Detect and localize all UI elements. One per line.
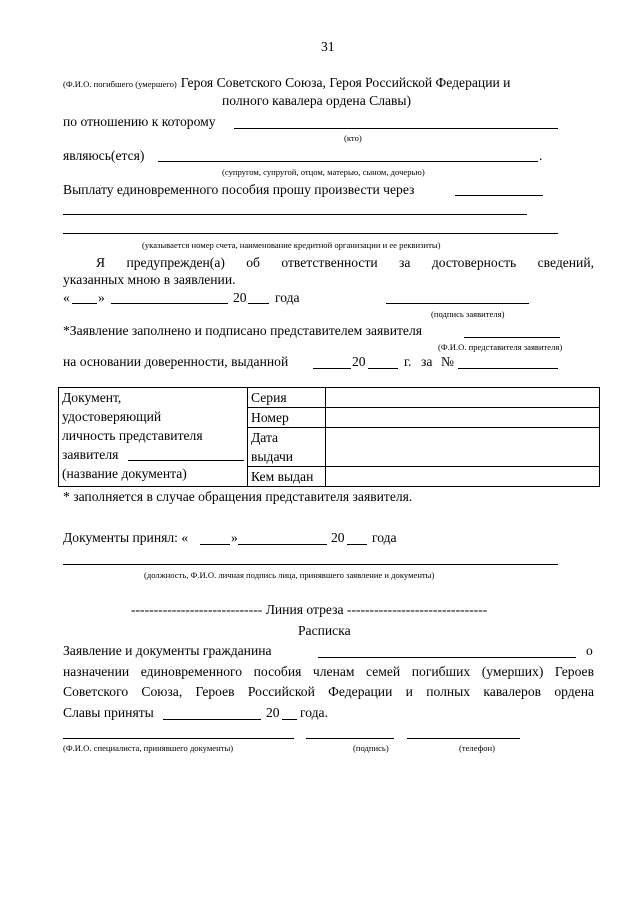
proxy-year-suffix: г. [404, 354, 412, 369]
warning-line-1: Я предупрежден(а) об ответственности за достоверность сведений, [96, 255, 594, 270]
document-table [58, 387, 600, 487]
accepted-year-prefix: 20 [331, 530, 345, 545]
payment-hint: (указывается номер счета, наименование кредитной организации и ее реквизиты) [142, 240, 441, 250]
cut-line [131, 602, 487, 618]
relation-hint: (кто) [344, 133, 362, 143]
proxy-year-prefix: 20 [352, 354, 366, 369]
relation-field[interactable] [234, 128, 558, 129]
heading-text-1: Героя Советского Союза, Героя Российской Федерации и [180, 75, 511, 90]
signature-hint: (подпись заявителя) [431, 309, 505, 319]
proxy-za: за [421, 354, 433, 369]
specialist-field[interactable] [63, 738, 294, 739]
date-day-field[interactable] [72, 303, 97, 304]
receipt-year-suffix: года. [300, 705, 328, 720]
payment-field-3[interactable] [63, 233, 558, 234]
proxy-number-sign: № [441, 354, 454, 369]
accepted-year-field[interactable] [347, 544, 367, 545]
accepted-close-quote: » [231, 530, 238, 545]
receipt-year-field[interactable] [282, 719, 297, 720]
doc-left-line-4-wrap [62, 445, 244, 464]
receipt-citizen-field[interactable] [318, 657, 576, 658]
phone-field[interactable] [407, 738, 520, 739]
date-year-prefix: 20 [233, 290, 247, 305]
issue-date-label [248, 428, 326, 467]
receipt-signature-hint: (подпись) [353, 743, 389, 753]
cut-dashes-right: ------------------------------- [346, 602, 488, 617]
heading-line-2: полного кавалера ордена Славы) [222, 93, 412, 108]
date-year-suffix: года [275, 290, 300, 305]
representative-hint: (Ф.И.О. представителя заявителя) [438, 342, 563, 352]
receipt-year-prefix: 20 [266, 705, 280, 720]
document-name-cell [59, 388, 248, 487]
receipt-signature-field[interactable] [306, 738, 394, 739]
accepted-official-field[interactable] [63, 564, 558, 565]
accepted-hint: (должность, Ф.И.О. личная подпись лица, принявшего заявление и документы) [144, 570, 435, 580]
series-value[interactable] [326, 388, 600, 408]
relation-label: по отношению к которому [63, 114, 216, 129]
warning-line-2: указанных мною в заявлении. [63, 272, 236, 287]
accepted-day-field[interactable] [200, 544, 230, 545]
payment-field-2[interactable] [63, 214, 527, 215]
specialist-hint: (Ф.И.О. специалиста, принявшего документы) [63, 743, 234, 753]
issued-by-value[interactable] [326, 467, 600, 487]
receipt-line-3: Советского Союза, Героев Российской Федерации и полных кавалеров ордена [63, 684, 594, 699]
am-hint: (супругом, супругой, отцом, матерью, сыном, дочерью) [222, 167, 425, 177]
doc-left-line-5: (название документа) [62, 466, 187, 481]
am-period: . [539, 148, 543, 163]
issued-by-label: Кем выдан [248, 467, 326, 487]
doc-left-line-1: Документ, [62, 390, 122, 405]
number-label: Номер [248, 408, 326, 428]
representative-label: *Заявление заполнено и подписано представителем заявителя [63, 323, 422, 338]
receipt-title: Расписка [298, 623, 351, 638]
heading-small-prefix: (Ф.И.О. погибшего (умершего) [63, 79, 177, 89]
receipt-date-field[interactable] [163, 719, 261, 720]
date-year-field[interactable] [248, 303, 269, 304]
cut-dashes-left: ----------------------------- [131, 602, 263, 617]
receipt-line-1-end: о [586, 643, 593, 658]
issue-date-label-1: Дата [251, 430, 279, 445]
receipt-line-1-start: Заявление и документы гражданина [63, 643, 272, 658]
number-value[interactable] [326, 408, 600, 428]
signature-field[interactable] [386, 303, 529, 304]
footnote: * заполняется в случае обращения представителя заявителя. [63, 489, 413, 504]
payment-label: Выплату единовременного пособия прошу произвести через [63, 182, 415, 197]
doc-left-line-2: удостоверяющий [62, 409, 162, 424]
phone-hint: (телефон) [459, 743, 495, 753]
proxy-date-field[interactable] [313, 368, 351, 369]
proxy-year-field[interactable] [368, 368, 398, 369]
page-number: 31 [321, 39, 335, 54]
issue-date-label-2: выдачи [251, 449, 294, 464]
accepted-month-field[interactable] [238, 544, 327, 545]
receipt-line-4-start: Славы приняты [63, 705, 154, 720]
payment-field-1[interactable] [455, 195, 543, 196]
date-month-field[interactable] [111, 303, 228, 304]
accepted-year-suffix: года [372, 530, 397, 545]
am-field[interactable] [158, 161, 538, 162]
am-label: являюсь(ется) [63, 148, 145, 163]
date-open-quote: « [63, 290, 70, 305]
accepted-label: Документы принял: « [63, 530, 189, 545]
heading-line-1 [63, 74, 510, 92]
doc-left-line-3: личность представителя [62, 428, 203, 443]
document-name-field[interactable] [128, 460, 244, 461]
issue-date-value[interactable] [326, 428, 600, 467]
proxy-number-field[interactable] [458, 368, 558, 369]
doc-left-line-4: заявителя [62, 447, 119, 462]
proxy-label: на основании доверенности, выданной [63, 354, 289, 369]
receipt-line-2: назначении единовременного пособия членам семей погибших (умерших) Героев [63, 664, 594, 679]
cut-line-label: Линия отреза [265, 602, 344, 617]
representative-field[interactable] [464, 337, 560, 338]
series-label: Серия [248, 388, 326, 408]
date-close-quote: » [98, 290, 105, 305]
